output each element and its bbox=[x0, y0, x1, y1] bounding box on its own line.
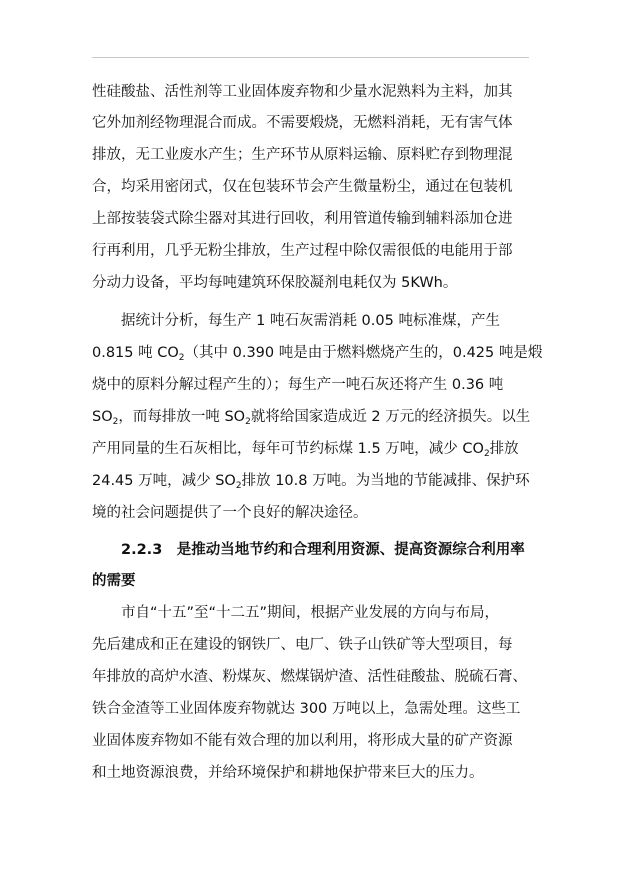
subscript: 2 bbox=[245, 417, 251, 427]
para2-line-6 bbox=[92, 471, 529, 491]
para1-line-6: 行再利用，几乎无粉尘排放，生产过程中除仅需很低的电能用于部 bbox=[92, 243, 513, 259]
para3-line-1: 市自“十五”至“十二五”期间，根据产业发展的方向与布局， bbox=[121, 605, 500, 621]
para1-line-1: 性硅酸盐、活性剂等工业固体废弃物和少量水泥熟料为主料，加其 bbox=[92, 84, 513, 100]
text-span: SO bbox=[92, 409, 113, 425]
para1-line-3: 排放，无工业废水产生；生产环节从原料运输、原料贮存到物理混 bbox=[92, 147, 513, 163]
para1-line-2: 它外加剂经物理混合而成。不需要煅烧，无燃料消耗，无有害气体 bbox=[92, 115, 513, 131]
para1-line-4: 合，均采用密闭式，仅在包装环节会产生微量粉尘，通过在包装机 bbox=[92, 179, 513, 195]
text-span: 24.45 万吨，减少 SO bbox=[92, 473, 236, 489]
subscript: 2 bbox=[235, 481, 242, 491]
header-rule bbox=[92, 57, 529, 58]
text-span: 就将给国家造成近 2 万元的经济损失。以生 bbox=[250, 409, 531, 425]
para3-line-3: 年排放的高炉水渣、粉煤灰、燃煤锅炉渣、活性硅酸盐、脱硫石膏、 bbox=[92, 669, 527, 685]
section-heading-line-1: 2.2.3 是推动当地节约和合理利用资源、提高资源综合利用率 bbox=[121, 542, 525, 558]
subscript: 2 bbox=[483, 449, 490, 459]
para2-line-2 bbox=[92, 343, 543, 363]
subscript: 2 bbox=[112, 417, 119, 427]
para2-line-5 bbox=[92, 439, 529, 459]
subscript: 2 bbox=[178, 353, 185, 363]
text-span: ，而每排放一吨 SO bbox=[118, 409, 246, 425]
para3-line-5: 业固体废弃物如不能有效合理的加以利用，将形成大量的矿产资源 bbox=[92, 733, 513, 749]
para2-line-3: 烧中的原料分解过程产生的）；每生产一吨石灰还将产生 0.36 吨 bbox=[92, 377, 504, 393]
text-span: 产用同量的生石灰相比，每年可节约标煤 1.5 万吨，减少 CO bbox=[92, 441, 484, 457]
text-span: 排放 bbox=[489, 441, 519, 457]
para1-line-5: 上部按装袋式除尘器对其进行回收，利用管道传输到辅料添加仓进 bbox=[92, 211, 513, 227]
para2-line-1: 据统计分析，每生产 1 吨石灰需消耗 0.05 吨标准煤，产生 bbox=[121, 313, 500, 329]
para1-line-7: 分动力设备，平均每吨建筑环保胶凝剂电耗仅为 5KWh。 bbox=[92, 275, 458, 291]
text-span: 排放 10.8 万吨。为当地的节能减排、保护环 bbox=[241, 473, 530, 489]
para2-line-4 bbox=[92, 407, 529, 427]
para3-line-2: 先后建成和正在建设的钢铁厂、电厂、铁子山铁矿等大型项目，每 bbox=[92, 637, 513, 653]
para2-line-7: 境的社会问题提供了一个良好的解决途径。 bbox=[92, 505, 368, 521]
para3-line-6: 和土地资源浪费，并给环境保护和耕地保护带来巨大的压力。 bbox=[92, 765, 484, 781]
para3-line-4: 铁合金渣等工业固体废弃物就达 300 万吨以上，急需处理。这些工 bbox=[92, 701, 521, 717]
section-heading-line-2: 的需要 bbox=[92, 573, 136, 589]
text-span: （其中 0.390 吨是由于燃料燃烧产生的，0.425 吨是煅 bbox=[184, 345, 543, 361]
text-span: 0.815 吨 CO bbox=[92, 345, 179, 361]
